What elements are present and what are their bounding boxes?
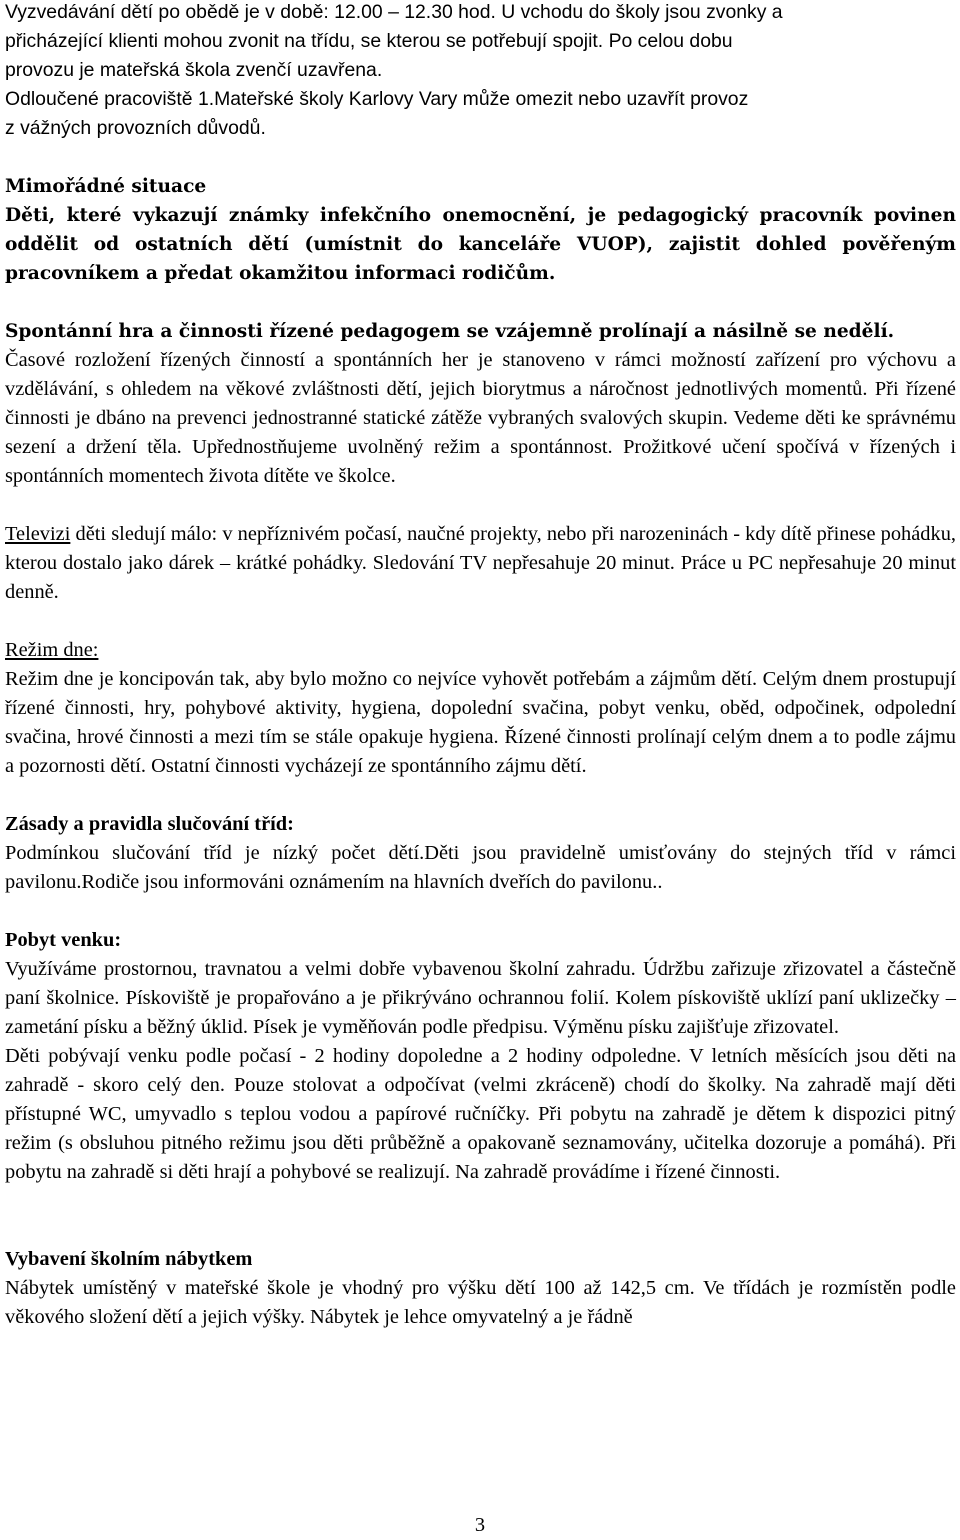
intro-line: z vážných provozních důvodů.: [5, 117, 266, 139]
play-text: Časové rozložení řízených činností a spontánních her je stanoveno v rámci možností zařízení pro výchovu a vzdělávání, s ohledem na věkové zvláštnosti dětí, jejich biorytmus a náročnost jednotlivých momentů. Při řízené činnosti je dbáno na prevenci jednostranné statické zátěže vybraných svalových skupin. Vedeme děti ke správnému sezení a držení těla. Upřednostňujeme uvolněný režim a spontánnost. Prožitkové učení spočívá v řízených i spontánních momentech života dítěte ve školce.: [5, 349, 956, 487]
intro-line: Vyzvedávání dětí po obědě je v době: 12.00 – 12.30 hod. U vchodu do školy jsou zvonky a: [5, 1, 783, 23]
play-heading: Spontánní hra a činnosti řízené pedagogem se vzájemně prolínají a násilně se nedělí.: [5, 321, 895, 342]
schedule-text: Režim dne je koncipován tak, aby bylo možno co nejvíce vyhovět potřebám a zájmům dětí. Celým dnem prostupují řízené činnosti, hry, pohybové aktivity, hygiena, dopolední svačina, pobyt venku, oběd, odpočinek, odpolední svačina, hrové činnosti a mezi tím se stále opakuje hygiena. Řízené činnosti prolínají celým dnem a to podle zájmu a pozornosti dětí. Ostatní činnosti vycházejí ze spontánního zájmu dětí.: [5, 668, 956, 777]
outdoor-text-1: Využíváme prostornou, travnatou a velmi dobře vybavenou školní zahradu. Údržbu zařizuje zřizovatel a částečně paní školnice. Pískoviště je propařováno a je přikrýváno ochrannou folií. Kolem pískoviště uklízí paní uklizečky – zametání písku a běžný úklid. Písek je vyměňován podle předpisu. Výměnu písku zajišťuje zřizovatel.: [5, 958, 956, 1038]
outdoor-heading: Pobyt venku:: [5, 929, 122, 951]
tv-heading: Televizi: [5, 523, 71, 545]
emergency-heading: Mimořádné situace: [5, 176, 207, 197]
document-page: [5, 0, 956, 1332]
tv-text: děti sledují málo: v nepříznivém počasí, naučné projekty, nebo při narozeninách - kdy dítě přinese pohádku, kterou dostalo jako dárek – krátké pohádky. Sledování TV nepřesahuje 20 minut. Práce u PC nepřesahuje 20 minut denně.: [5, 523, 956, 603]
intro-line: provozu je mateřská škola zvenčí uzavřena.: [5, 59, 383, 81]
intro-line: přicházející klienti mohou zvonit na třídu, se kterou se potřebují spojit. Po celou dobu: [5, 30, 733, 52]
tv-paragraph: [5, 520, 956, 607]
merging-text: Podmínkou slučování tříd je nízký počet dětí.Děti jsou pravidelně umisťovány do stejných tříd v rámci pavilonu.Rodiče jsou informováni oznámením na hlavních dveřích do pavilonu..: [5, 842, 956, 893]
merging-heading: Zásady a pravidla slučování tříd:: [5, 813, 294, 835]
intro-section: [5, 0, 956, 143]
page-number: 3: [474, 1514, 486, 1536]
intro-line: Odloučené pracoviště 1.Mateřské školy Karlovy Vary může omezit nebo uzavřít provoz: [5, 88, 749, 110]
schedule-heading: Režim dne:: [5, 639, 99, 661]
furniture-heading: Vybavení školním nábytkem: [5, 1248, 253, 1270]
emergency-text: Děti, které vykazují známky infekčního onemocnění, je pedagogický pracovník povinen oddělit od ostatních dětí (umístnit do kanceláře VUOP), zajistit dohled pověřeným pracovníkem a předat okamžitou informaci rodičům.: [5, 205, 956, 284]
furniture-text: Nábytek umístěný v mateřské škole je vhodný pro výšku dětí 100 až 142,5 cm. Ve třídách je rozmístěn podle věkového složení dětí a jejich výšky. Nábytek je lehce omyvatelný a je řádně: [5, 1277, 956, 1328]
outdoor-text-2: Děti pobývají venku podle počasí - 2 hodiny dopoledne a 2 hodiny odpoledne. V letních měsících jsou děti na zahradě - skoro celý den. Pouze stolovat a odpočívat (velmi zkráceně) chodí do školky. Na zahradě mají děti přístupné WC, umyvadlo s teplou vodou a papírové ručníčky. Při pobytu na zahradě je dětem k dispozici pitný režim (s obsluhou pitného režimu jsou děti průběžně a opakovaně seznamovány, učitelka dozoruje a pomáhá). Při pobytu na zahradě si děti hrají a pohybové se realizují. Na zahradě provádíme i řízené činnosti.: [5, 1045, 956, 1183]
